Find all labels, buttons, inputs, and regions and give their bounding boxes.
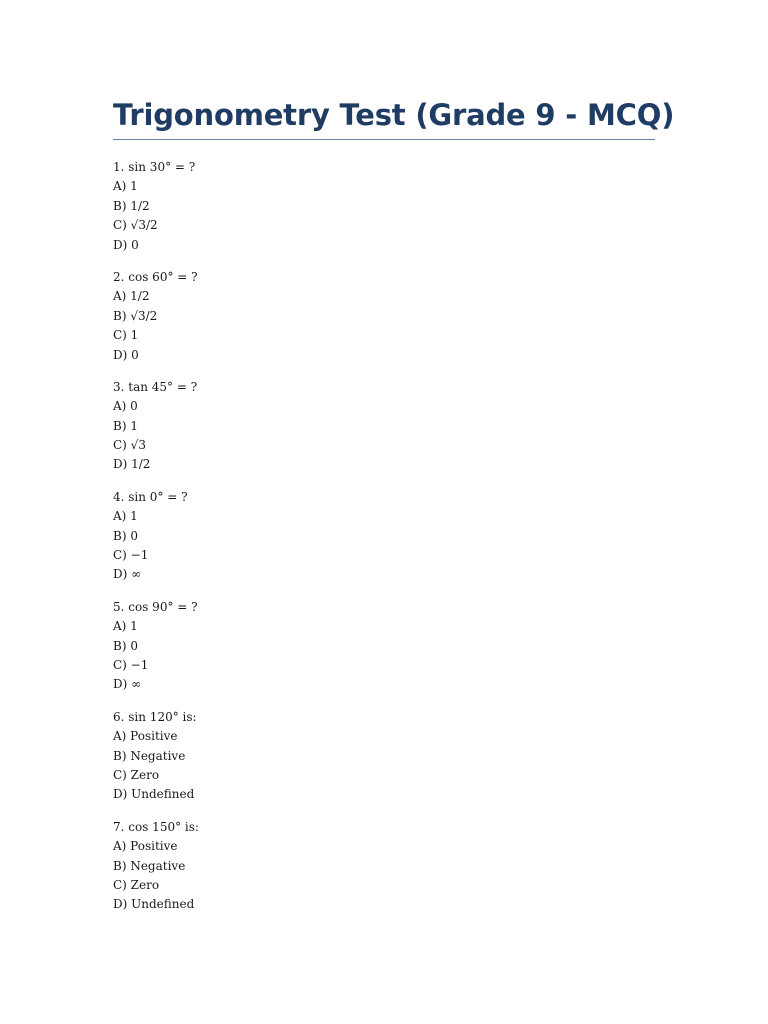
option-a: A) 1/2 bbox=[113, 289, 150, 304]
question-prompt: 6. sin 120° is: bbox=[113, 709, 197, 724]
question-3 bbox=[113, 378, 655, 475]
option-d: D) ∞ bbox=[113, 677, 142, 692]
option-b: B) 1 bbox=[113, 418, 138, 433]
option-a: A) Positive bbox=[113, 839, 178, 854]
question-4 bbox=[113, 488, 655, 585]
option-b: B) 0 bbox=[113, 528, 138, 543]
question-prompt: 5. cos 90° = ? bbox=[113, 599, 198, 614]
option-d: D) ∞ bbox=[113, 567, 142, 582]
question-prompt: 2. cos 60° = ? bbox=[113, 269, 198, 284]
question-6 bbox=[113, 708, 655, 805]
option-a: A) 0 bbox=[113, 399, 138, 414]
option-a: A) 1 bbox=[113, 619, 138, 634]
document-page bbox=[113, 96, 675, 928]
option-d: D) 1/2 bbox=[113, 457, 151, 472]
title-underline bbox=[113, 139, 655, 140]
option-c: C) Zero bbox=[113, 877, 160, 892]
option-d: D) 0 bbox=[113, 237, 139, 252]
option-c: C) −1 bbox=[113, 548, 149, 563]
option-c: C) √3/2 bbox=[113, 218, 158, 233]
option-b: B) Negative bbox=[113, 858, 186, 873]
question-7 bbox=[113, 818, 655, 915]
document-title: Trigonometry Test (Grade 9 - MCQ) bbox=[113, 98, 675, 132]
question-5 bbox=[113, 598, 655, 695]
option-c: C) 1 bbox=[113, 328, 139, 343]
option-a: A) 1 bbox=[113, 179, 138, 194]
option-b: B) 0 bbox=[113, 638, 138, 653]
option-d: D) Undefined bbox=[113, 897, 195, 912]
option-a: A) 1 bbox=[113, 509, 138, 524]
question-prompt: 7. cos 150° is: bbox=[113, 819, 199, 834]
option-c: C) Zero bbox=[113, 767, 160, 782]
question-1 bbox=[113, 158, 655, 255]
option-c: C) −1 bbox=[113, 657, 149, 672]
option-b: B) 1/2 bbox=[113, 198, 150, 213]
question-prompt: 4. sin 0° = ? bbox=[113, 489, 188, 504]
option-d: D) 0 bbox=[113, 347, 139, 362]
option-d: D) Undefined bbox=[113, 787, 195, 802]
option-c: C) √3 bbox=[113, 438, 146, 453]
option-b: B) Negative bbox=[113, 748, 186, 763]
question-prompt: 3. tan 45° = ? bbox=[113, 379, 198, 394]
option-a: A) Positive bbox=[113, 729, 178, 744]
question-2 bbox=[113, 268, 655, 365]
question-prompt: 1. sin 30° = ? bbox=[113, 160, 196, 174]
question-list bbox=[113, 158, 655, 915]
option-b: B) √3/2 bbox=[113, 308, 158, 323]
